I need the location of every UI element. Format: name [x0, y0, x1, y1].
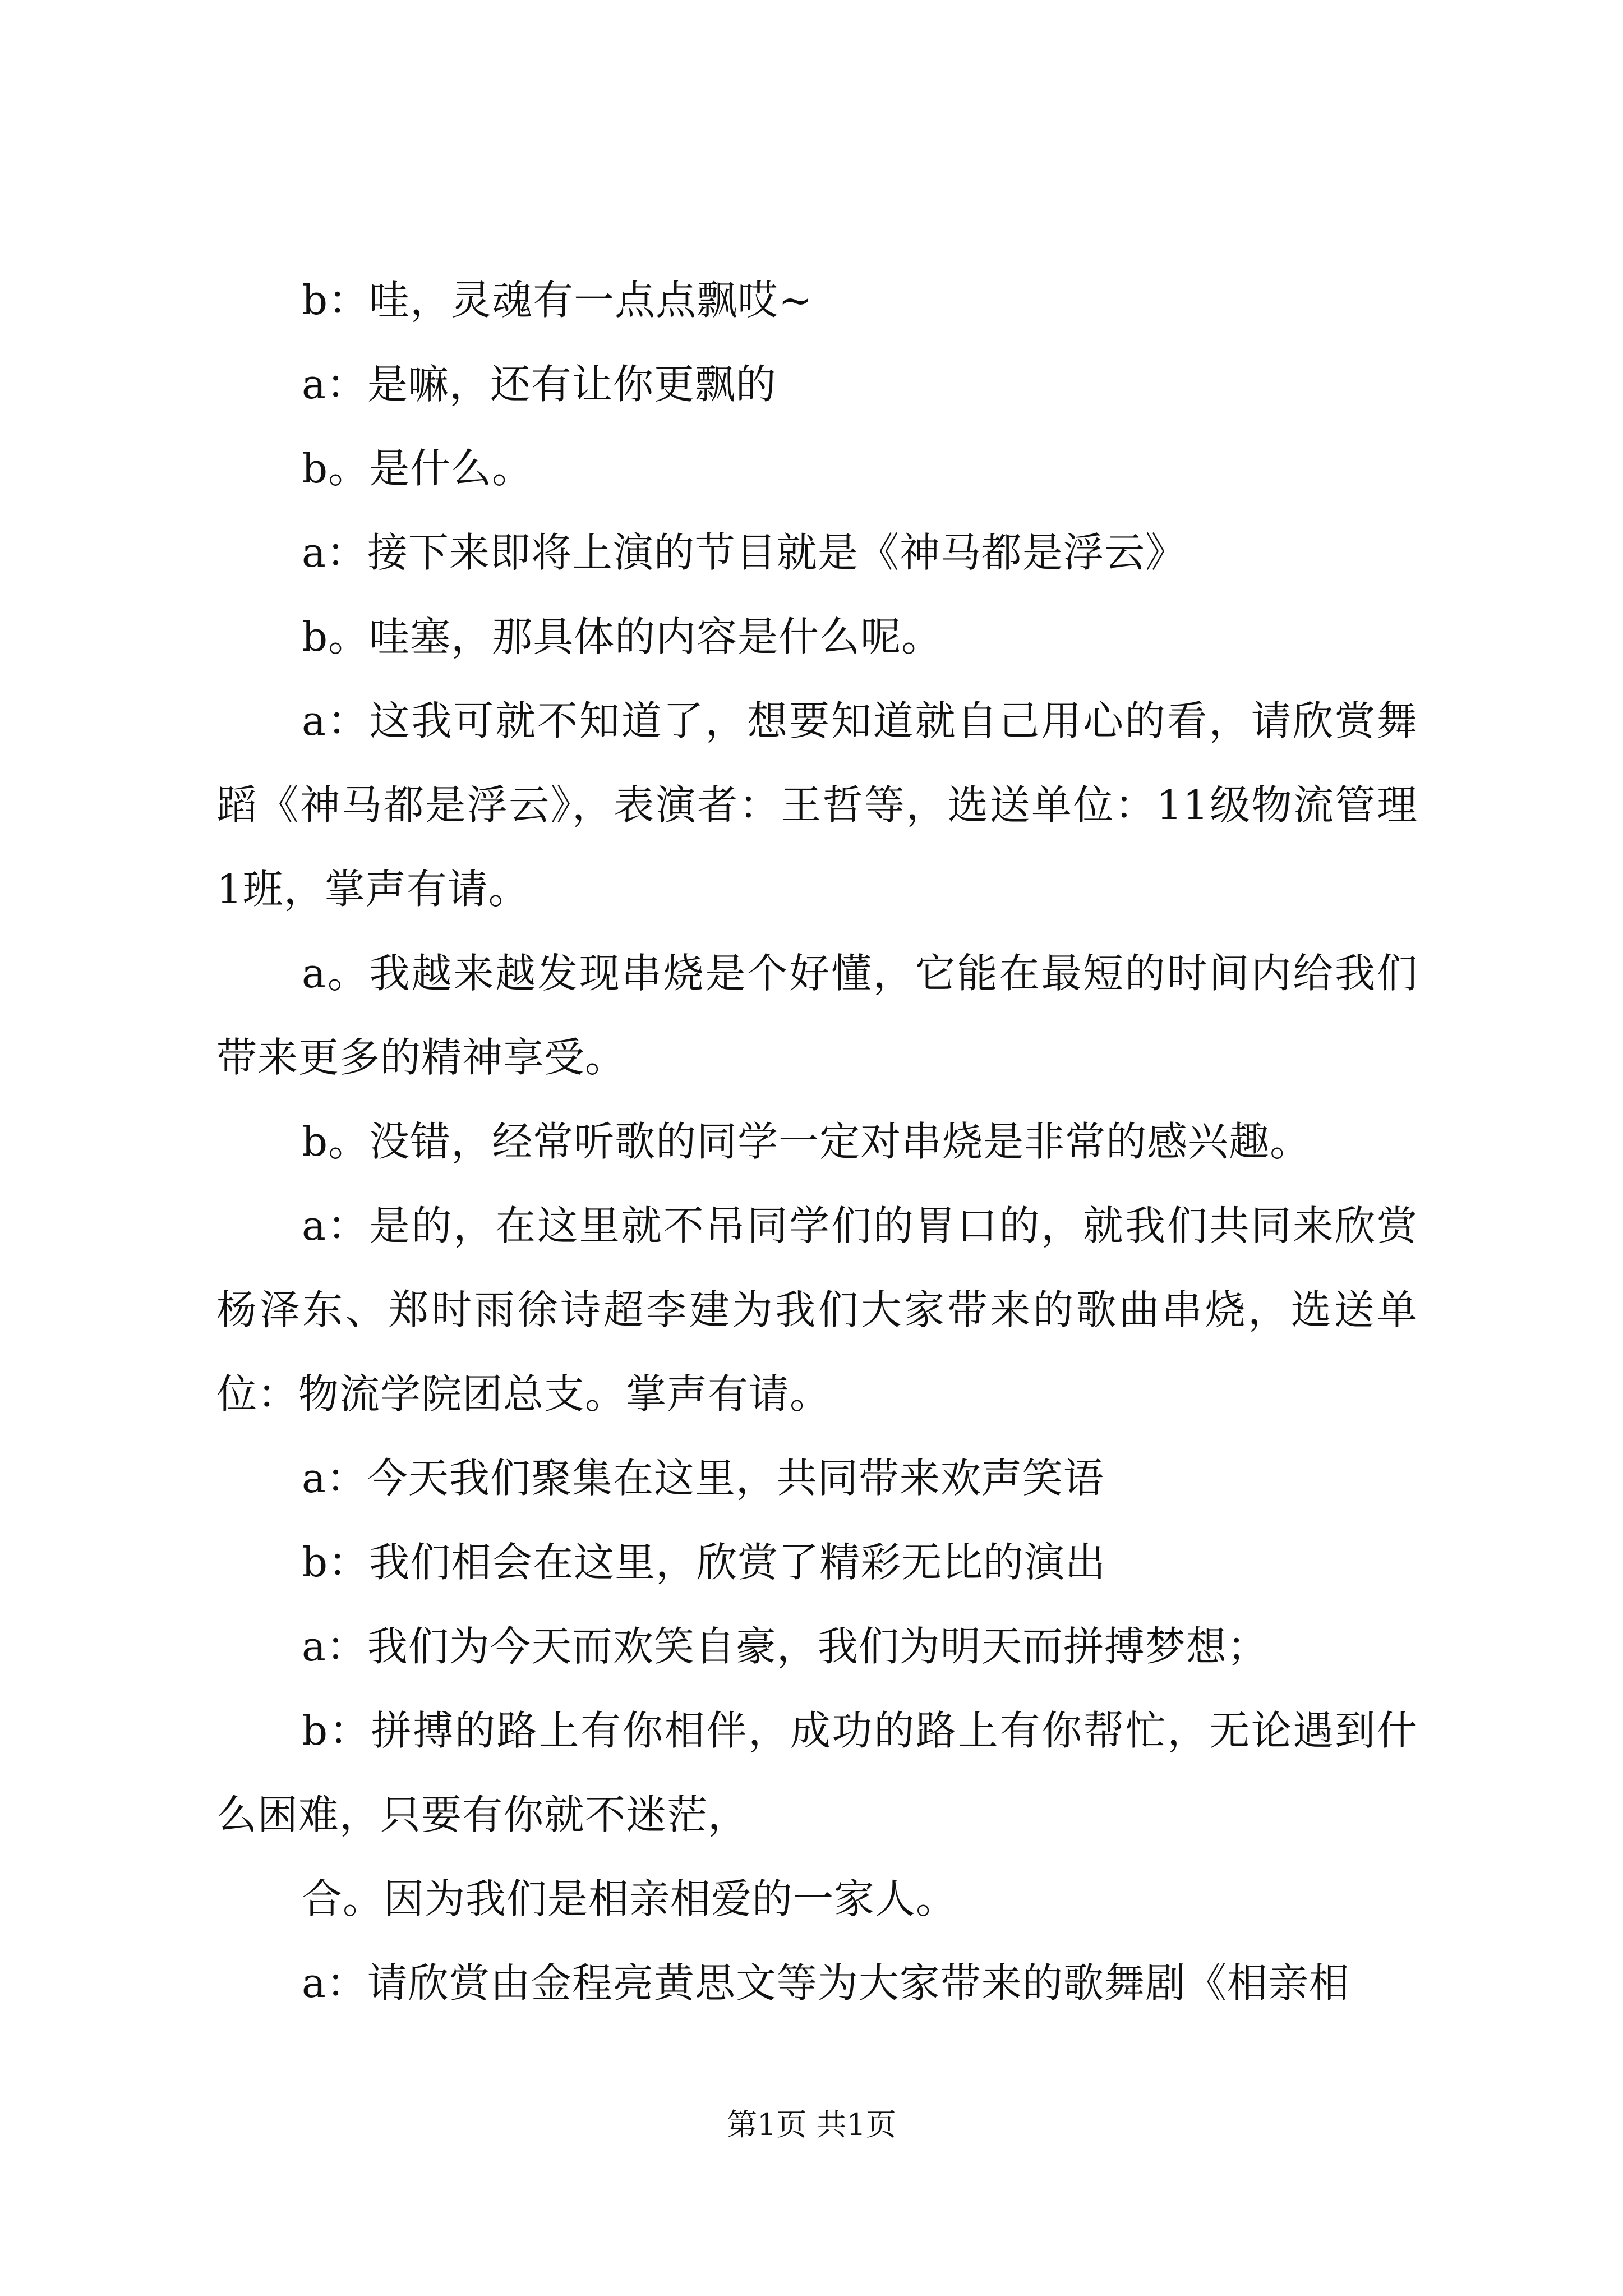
paragraph: b。哇塞，那具体的内容是什么呢。 — [302, 613, 943, 660]
paragraph: a：是嘛，还有让你更飘的 — [302, 361, 777, 408]
paragraph: a：请欣赏由金程亮黄思文等为大家带来的歌舞剧《相亲相 — [302, 1959, 1350, 2007]
paragraph: b。没错，经常听歌的同学一定对串烧是非常的感兴趣。 — [302, 1118, 1311, 1165]
paragraph: b。是什么。 — [302, 445, 533, 492]
paragraph: a：今天我们聚集在这里，共同带来欢声笑语 — [302, 1455, 1104, 1502]
paragraph: a：我们为今天而欢笑自豪，我们为明天而拼搏梦想； — [302, 1623, 1268, 1670]
paragraph: a：是的，在这里就不吊同学们的胃口的，就我们共同来欣赏杨泽东、郑时雨徐诗超李建为我们大家带来的歌曲串烧，选送单位：物流学院团总支。掌声有请。 — [216, 1202, 1418, 1418]
paragraph: a：接下来即将上演的节目就是《神马都是浮云》 — [302, 529, 1186, 576]
paragraph: b：拼搏的路上有你相伴，成功的路上有你帮忙，无论遇到什么困难，只要有你就不迷茫， — [216, 1707, 1418, 1838]
paragraph: b：我们相会在这里，欣赏了精彩无比的演出 — [302, 1539, 1106, 1586]
paragraph: b：哇，灵魂有一点点飘哎~ — [302, 277, 813, 324]
document-body — [216, 258, 1418, 2025]
page-footer: 第1页 共1页 — [727, 2107, 896, 2142]
paragraph: a：这我可就不知道了，想要知道就自己用心的看，请欣赏舞蹈《神马都是浮云》，表演者：王哲等，选送单位：11级物流管理1班，掌声有请。 — [216, 697, 1418, 913]
paragraph: a。我越来越发现串烧是个好懂，它能在最短的时间内给我们带来更多的精神享受。 — [216, 950, 1418, 1081]
paragraph: 合。因为我们是相亲相爱的一家人。 — [302, 1875, 957, 1922]
